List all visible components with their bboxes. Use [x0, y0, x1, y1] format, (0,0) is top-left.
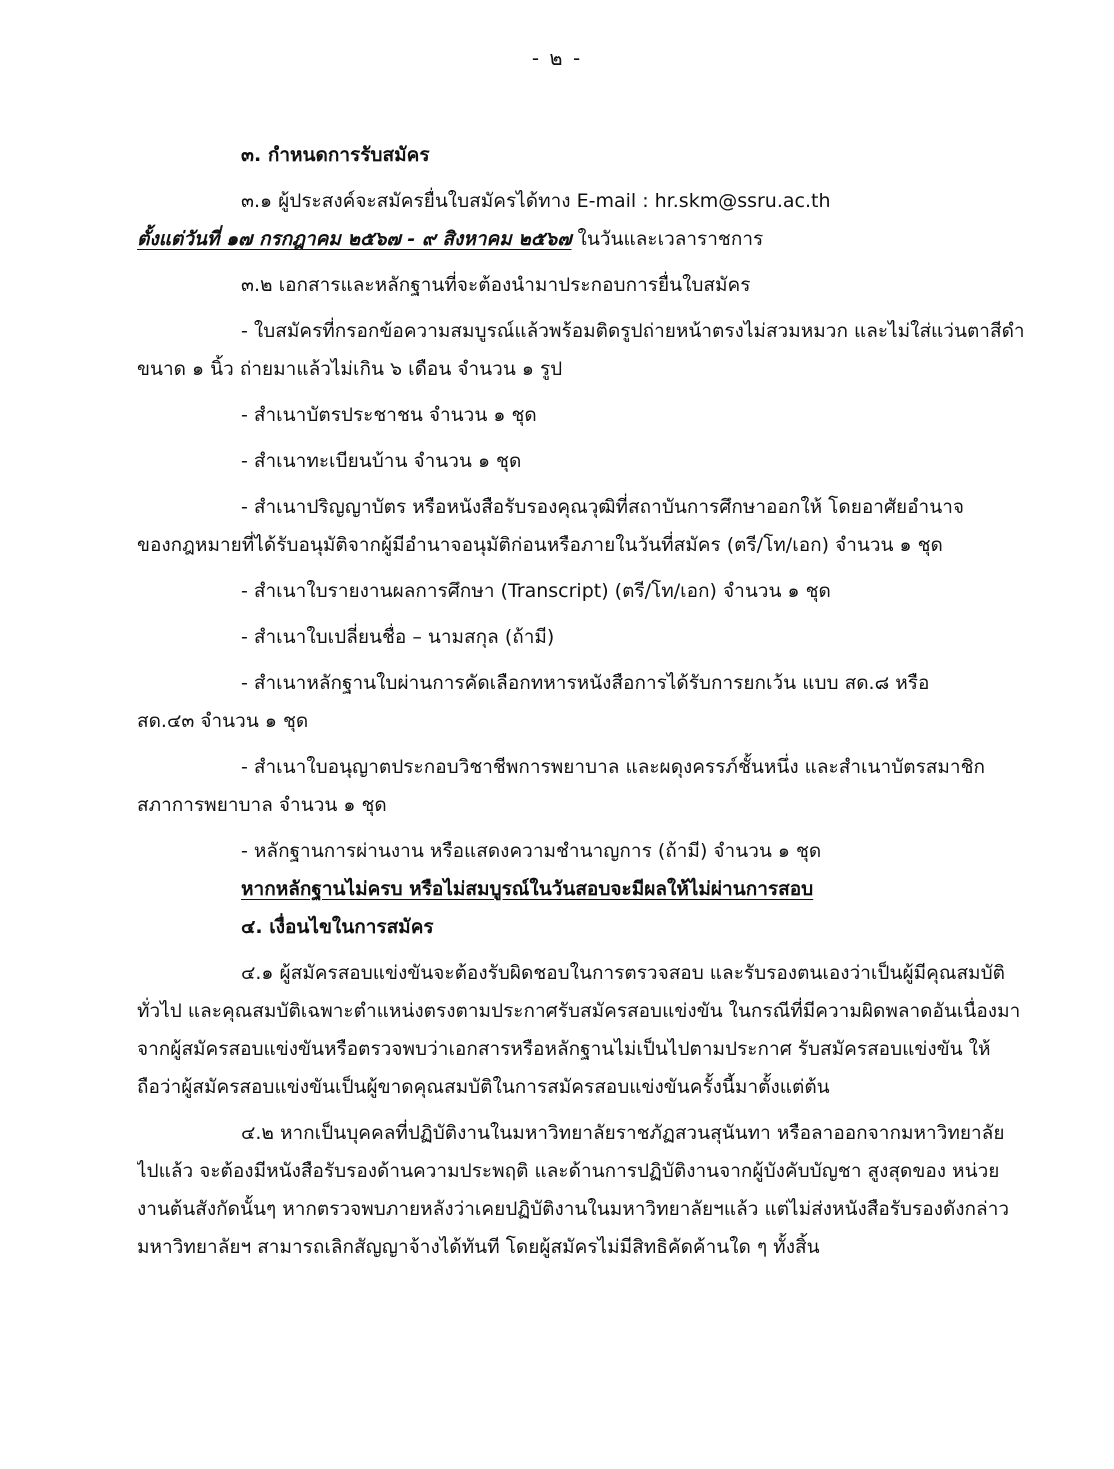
application-date-range: ตั้งแต่วันที่ ๑๗ กรกฎาคม ๒๕๖๗ - ๙ สิงหาคม ๒๕๖๗ — [137, 228, 572, 250]
doc-id-card: - สำเนาบัตรประชาชน จำนวน ๑ ชุด — [241, 404, 537, 426]
doc-house-registration: - สำเนาทะเบียนบ้าน จำนวน ๑ ชุด — [241, 450, 522, 472]
doc-photo-line-1: - ใบสมัครที่กรอกข้อความสมบูรณ์แล้วพร้อมติดรูปถ่ายหน้าตรงไม่สวมหมวก และไม่ใส่แว่นตาสีดำ — [241, 320, 1025, 342]
item-4-2-line-2: ไปแล้ว จะต้องมีหนังสือรับรองด้านความประพฤติ และด้านการปฏิบัติงานจากผู้บังคับบัญชา สูงสุดของ หน่วย — [137, 1160, 1000, 1182]
doc-license-line-1: - สำเนาใบอนุญาตประกอบวิชาชีพการพยาบาล และผดุงครรภ์ชั้นหนึ่ง และสำเนาบัตรสมาชิก — [241, 756, 985, 778]
item-4-2-line-3: งานต้นสังกัดนั้นๆ หากตรวจพบภายหลังว่าเคยปฏิบัติงานในมหาวิทยาลัยฯแล้ว แต่ไม่ส่งหนังสือรับรองดังกล่าว — [137, 1198, 1010, 1220]
doc-license-line-2: สภาการพยาบาล จำนวน ๑ ชุด — [137, 794, 387, 816]
item-4-2-line-1: ๔.๒ หากเป็นบุคคลที่ปฏิบัติงานในมหาวิทยาลัยราชภัฏสวนสุนันทา หรือลาออกจากมหาวิทยาลัย — [241, 1122, 1005, 1144]
section-3-heading: ๓. กำหนดการรับสมัคร — [241, 144, 430, 166]
application-date-suffix: ในวันและเวลาราชการ — [571, 228, 764, 250]
doc-military-line-2: สด.๔๓ จำนวน ๑ ชุด — [137, 710, 309, 732]
section-4-heading: ๔. เงื่อนไขในการสมัคร — [241, 916, 434, 938]
item-4-1-line-4: ถือว่าผู้สมัครสอบแข่งขันเป็นผู้ขาดคุณสมบัติในการสมัครสอบแข่งขันครั้งนี้มาตั้งแต่ต้น — [137, 1076, 830, 1098]
item-3-2-title: ๓.๒ เอกสารและหลักฐานที่จะต้องนำมาประกอบการยื่นใบสมัคร — [241, 274, 751, 296]
incomplete-documents-warning — [137, 870, 1057, 908]
doc-degree-line-2: ของกฎหมายที่ได้รับอนุมัติจากผู้มีอำนาจอนุมัติก่อนหรือภายในวันที่สมัคร (ตรี/โท/เอก) จำนวน ๑ ชุด — [137, 534, 943, 556]
document-body — [137, 136, 1057, 1266]
item-3-1-line-1: ๓.๑ ผู้ประสงค์จะสมัครยื่นใบสมัครได้ทาง E-mail : hr.skm@ssru.ac.th — [241, 190, 831, 212]
doc-military-line-1: - สำเนาหลักฐานใบผ่านการคัดเลือกทหารหนังสือการได้รับการยกเว้น แบบ สด.๘ หรือ — [241, 672, 930, 694]
doc-name-change: - สำเนาใบเปลี่ยนชื่อ – นามสกุล (ถ้ามี) — [241, 626, 555, 648]
warning-text: หากหลักฐานไม่ครบ หรือไม่สมบูรณ์ในวันสอบจะมีผลให้ไม่ผ่านการสอบ — [241, 878, 814, 900]
page-number: - ๒ - — [531, 46, 583, 70]
item-4-1-line-3: จากผู้สมัครสอบแข่งขันหรือตรวจพบว่าเอกสารหรือหลักฐานไม่เป็นไปตามประกาศ รับสมัครสอบแข่งขัน ให้ — [137, 1038, 991, 1060]
doc-transcript: - สำเนาใบรายงานผลการศึกษา (Transcript) (ตรี/โท/เอก) จำนวน ๑ ชุด — [241, 580, 831, 602]
doc-experience: - หลักฐานการผ่านงาน หรือแสดงความชำนาญการ (ถ้ามี) จำนวน ๑ ชุด — [241, 840, 822, 862]
item-4-1-line-1: ๔.๑ ผู้สมัครสอบแข่งขันจะต้องรับผิดชอบในการตรวจสอบ และรับรองตนเองว่าเป็นผู้มีคุณสมบัติ — [241, 962, 1005, 984]
item-3-1-line-2 — [137, 220, 1057, 258]
doc-degree-line-1: - สำเนาปริญญาบัตร หรือหนังสือรับรองคุณวุฒิที่สถาบันการศึกษาออกให้ โดยอาศัยอำนาจ — [241, 496, 965, 518]
doc-photo-line-2: ขนาด ๑ นิ้ว ถ่ายมาแล้วไม่เกิน ๖ เดือน จำนวน ๑ รูป — [137, 358, 563, 380]
item-4-2-line-4: มหาวิทยาลัยฯ สามารถเลิกสัญญาจ้างได้ทันที โดยผู้สมัครไม่มีสิทธิคัดค้านใด ๆ ทั้งสิ้น — [137, 1236, 820, 1258]
item-4-1-line-2: ทั่วไป และคุณสมบัติเฉพาะตำแหน่งตรงตามประกาศรับสมัครสอบแข่งขัน ในกรณีที่มีความผิดพลาดอันเนื่องมา — [137, 1000, 1021, 1022]
